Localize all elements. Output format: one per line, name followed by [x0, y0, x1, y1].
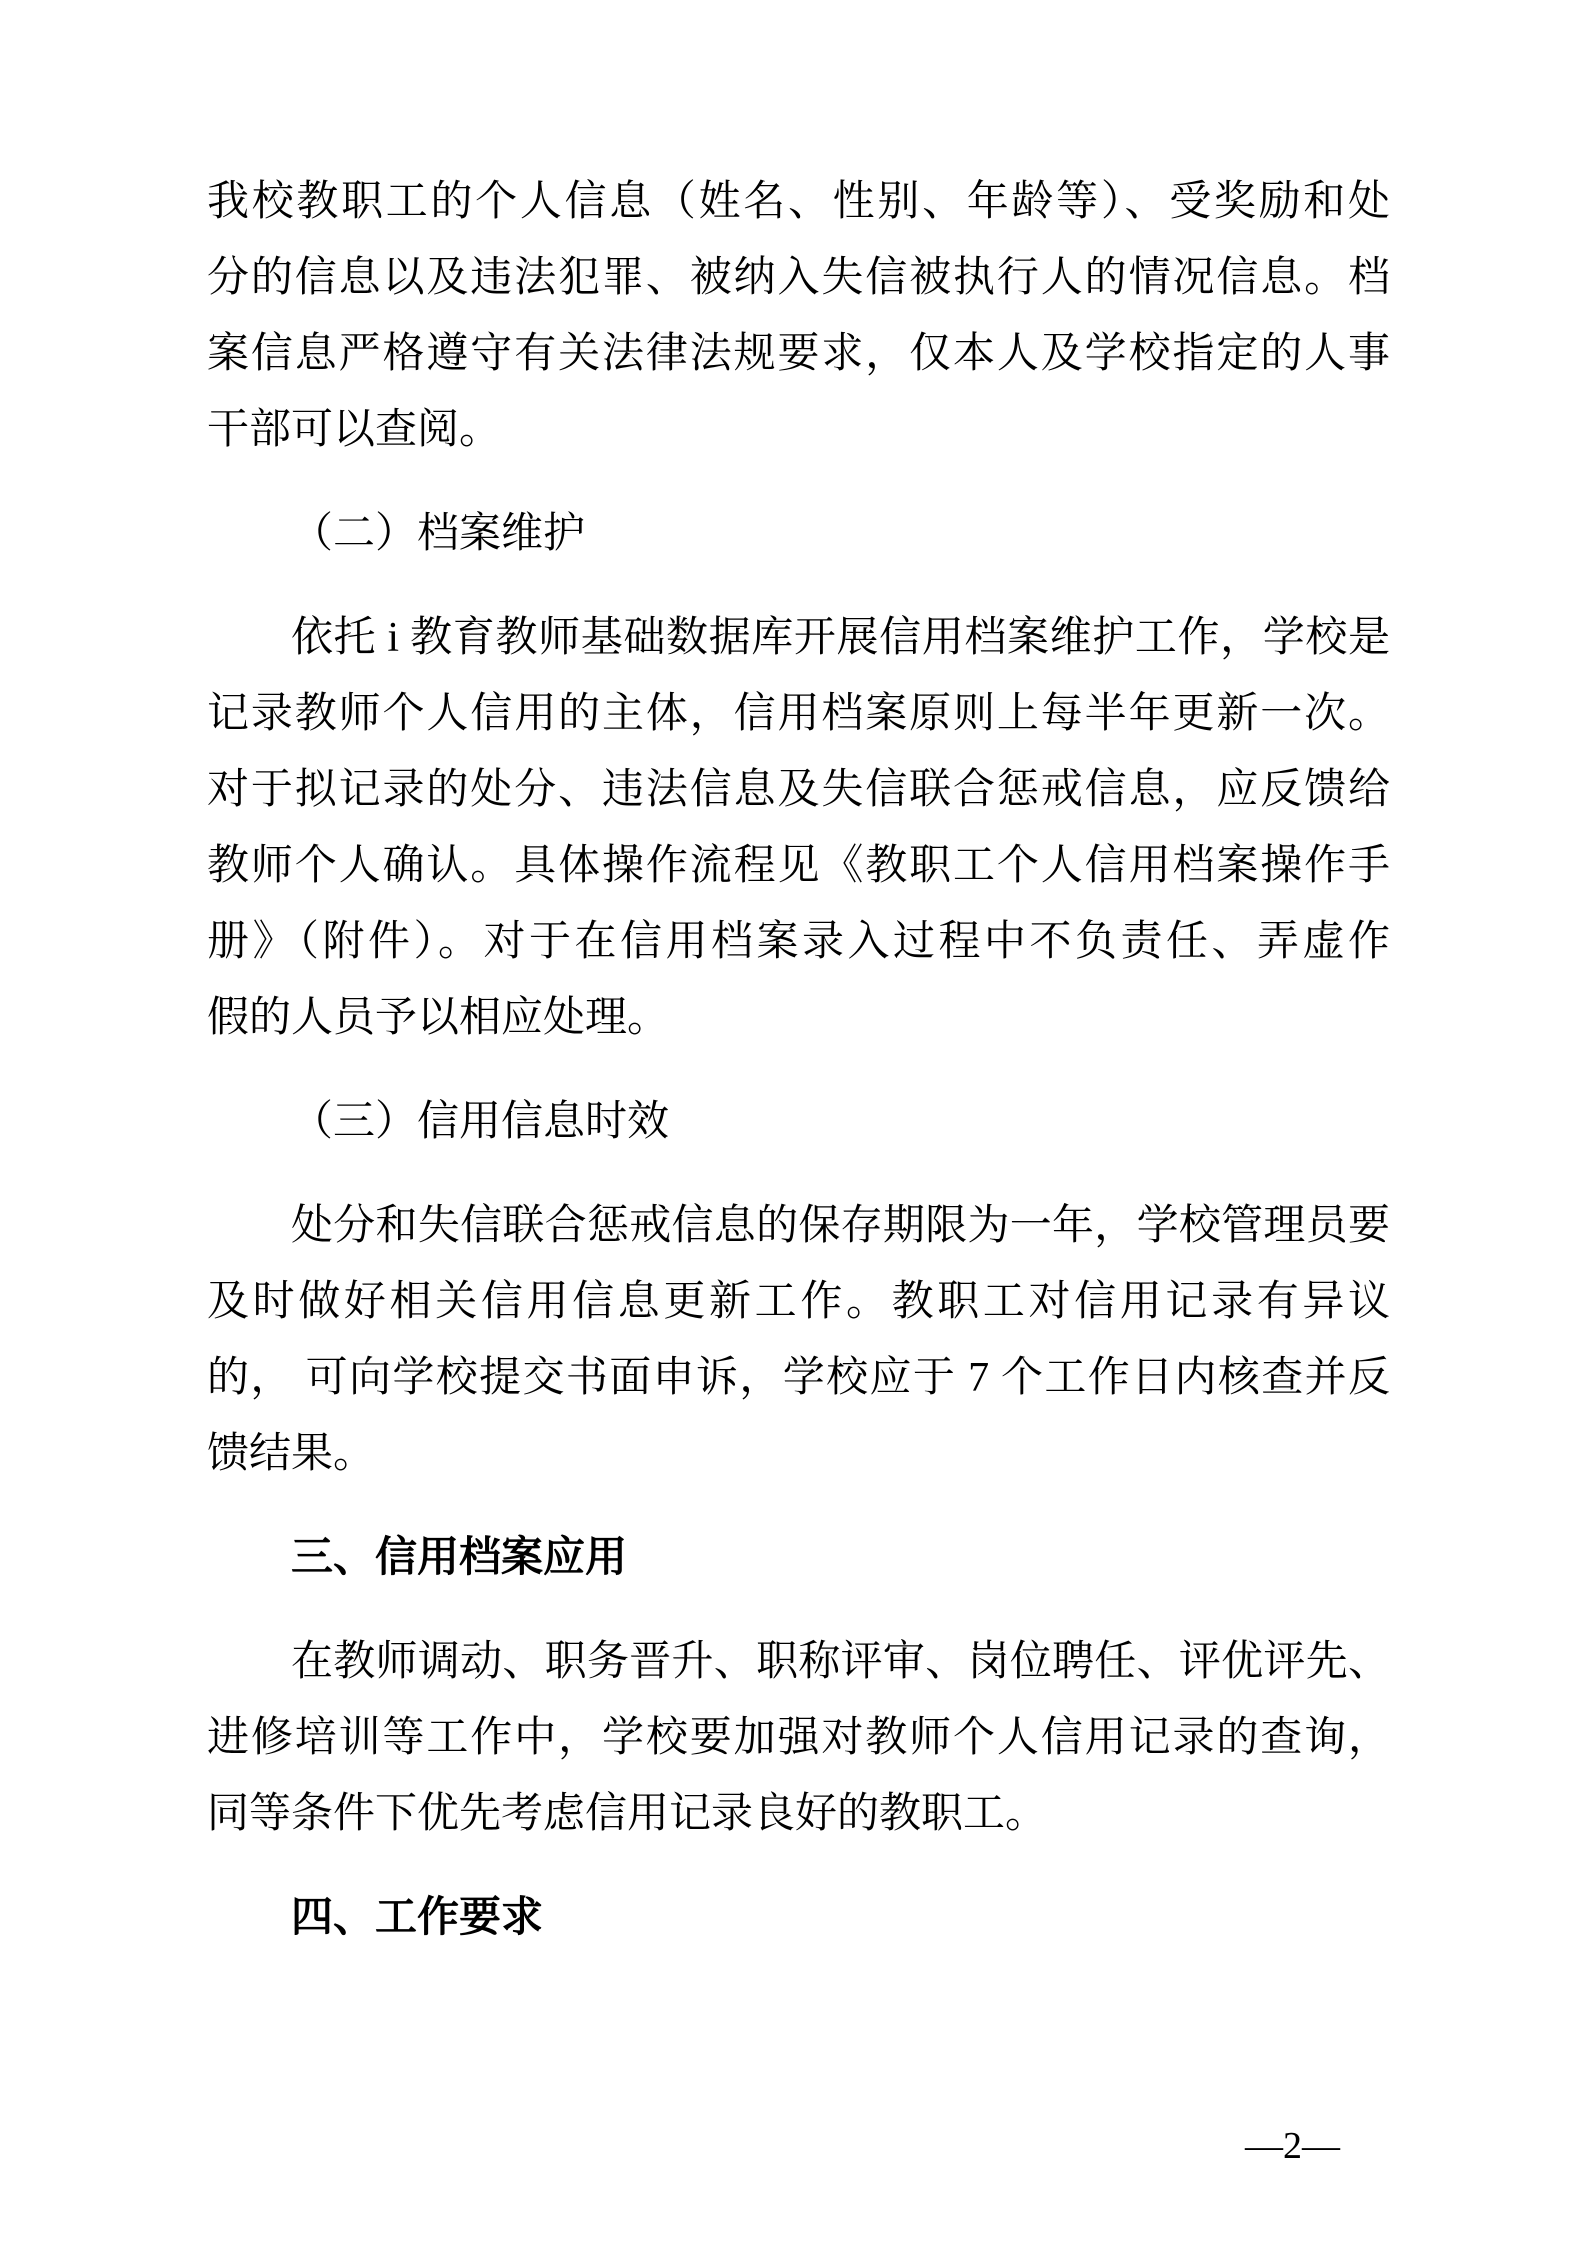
text-line: 处分和失信联合惩戒信息的保存期限为一年，学校管理员要: [291, 1203, 1390, 1249]
text-line: （三）信用信息时效: [291, 1099, 670, 1145]
section-heading: [207, 1520, 1390, 1596]
text-line: 假的人员予以相应处理。: [207, 995, 670, 1041]
text-line: 四、工作要求: [291, 1895, 544, 1941]
text-line: 案信息严格遵守有关法律法规要求，仅本人及学校指定的人事: [207, 331, 1390, 377]
text-line: 教师个人确认。具体操作流程见《教职工个人信用档案操作手: [207, 843, 1390, 889]
text-line: 及时做好相关信用信息更新工作。教职工对信用记录有异议: [207, 1279, 1390, 1325]
text-line: 册》（附件）。对于在信用档案录入过程中不负责任、弄虚作: [207, 919, 1390, 965]
text-line: 依托 i 教育教师基础数据库开展信用档案维护工作，学校是: [291, 615, 1390, 661]
text-line: （二）档案维护: [291, 511, 586, 557]
paragraph: [207, 1188, 1390, 1492]
paragraph: [207, 1624, 1390, 1852]
sub-heading: [207, 496, 1390, 572]
text-line: 在教师调动、职务晋升、职称评审、岗位聘任、评优评先、: [291, 1639, 1390, 1685]
sub-heading: [207, 1084, 1390, 1160]
paragraph: [207, 164, 1390, 468]
text-line: 对于拟记录的处分、违法信息及失信联合惩戒信息，应反馈给: [207, 767, 1390, 813]
text-line: 三、信用档案应用: [291, 1535, 628, 1581]
text-line: 分的信息以及违法犯罪、被纳入失信被执行人的情况信息。档: [207, 255, 1390, 301]
text-line: 进修培训等工作中，学校要加强对教师个人信用记录的查询，: [207, 1715, 1390, 1761]
document-body: [207, 164, 1390, 1956]
page-number: —2—: [1245, 2125, 1340, 2167]
text-line: 我校教职工的个人信息（姓名、性别、年龄等）、受奖励和处: [207, 179, 1390, 225]
text-line: 记录教师个人信用的主体，信用档案原则上每半年更新一次。: [207, 691, 1390, 737]
paragraph: [207, 600, 1390, 1056]
text-line: 同等条件下优先考虑信用记录良好的教职工。: [207, 1791, 1048, 1837]
text-line: 干部可以查阅。: [207, 407, 502, 453]
text-line: 的， 可向学校提交书面申诉，学校应于 7 个工作日内核查并反: [207, 1355, 1390, 1401]
text-line: 馈结果。: [207, 1431, 376, 1477]
section-heading: [207, 1880, 1390, 1956]
